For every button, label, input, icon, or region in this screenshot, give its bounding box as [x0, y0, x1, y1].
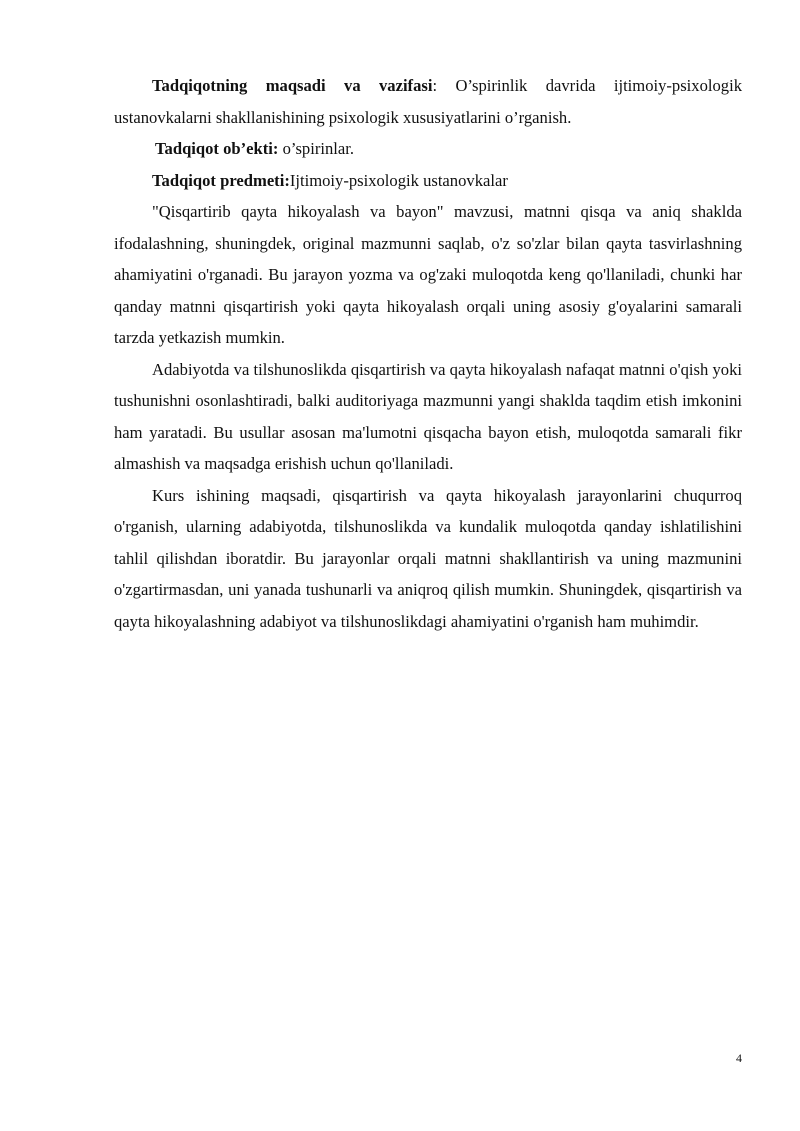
- document-page: [114, 70, 742, 637]
- page-number: 4: [736, 1051, 742, 1065]
- research-subject-label: Tadqiqot predmeti:: [152, 170, 290, 190]
- body-paragraph-course-goal: Kurs ishining maqsadi, qisqartirish va qayta hikoyalash jarayonlarini chuqurroq o'rganish, ularning adabiyotda, tilshunoslikda va kundalik muloqotda qanday ishlatilishini tahlil qilishdan iboratdir. Bu jarayonlar orqali matnni shakllantirish va uning mazmunini o'zgartirmasdan, uni yanada tushunarli va aniqroq qilish mumkin. Shuningdek, qisqartirish va qayta hikoyalashning adabiyot va tilshunoslikdagi ahamiyatini o'rganish ham muhimdir.: [114, 485, 742, 631]
- research-aim-text: : O’spirinlik davrida ijtimoiy-psixologik ustanovkalarni shakllanishining psixologik xususiyatlarini o’rganish.: [114, 76, 743, 127]
- research-aim-label: Tadqiqotning maqsadi va vazifasi: [152, 76, 433, 95]
- research-object-text: o’spirinlar.: [278, 139, 355, 158]
- body-paragraph-literature-linguistics: Adabiyotda va tilshunoslikda qisqartirish va qayta hikoyalash nafaqat matnni o'qish yoki tushunishni osonlashtiradi, balki auditoriyaga mazmunni yangi shaklda taqdim etish imkonini ham yaratadi. Bu usullar asosan ma'lumotni qisqacha bayon etish, muloqotda samarali fikr almashish va maqsadga erishish uchun qo'llaniladi.: [114, 359, 742, 473]
- research-object-label: Tadqiqot ob’ekti:: [155, 139, 279, 158]
- research-subject-text: Ijtimoiy-psixologik ustanovkalar: [289, 170, 508, 190]
- research-object-line: [114, 133, 742, 165]
- research-aim-paragraph: [114, 70, 742, 133]
- body-paragraph-retelling-topic: "Qisqartirib qayta hikoyalash va bayon" mavzusi, matnni qisqa va aniq shaklda ifodalashning, shuningdek, original mazmunni saqlab, o'z so'zlar bilan qayta tasvirlashning ahamiyatini o'rganadi. Bu jarayon yozma va og'zaki muloqotda keng qo'llaniladi, chunki har qanday matnni qisqartirish yoki qayta hikoyalash orqali uning asosiy g'oyalarini samarali tarzda yetkazish mumkin.: [114, 202, 742, 347]
- research-subject-line: [114, 165, 742, 197]
